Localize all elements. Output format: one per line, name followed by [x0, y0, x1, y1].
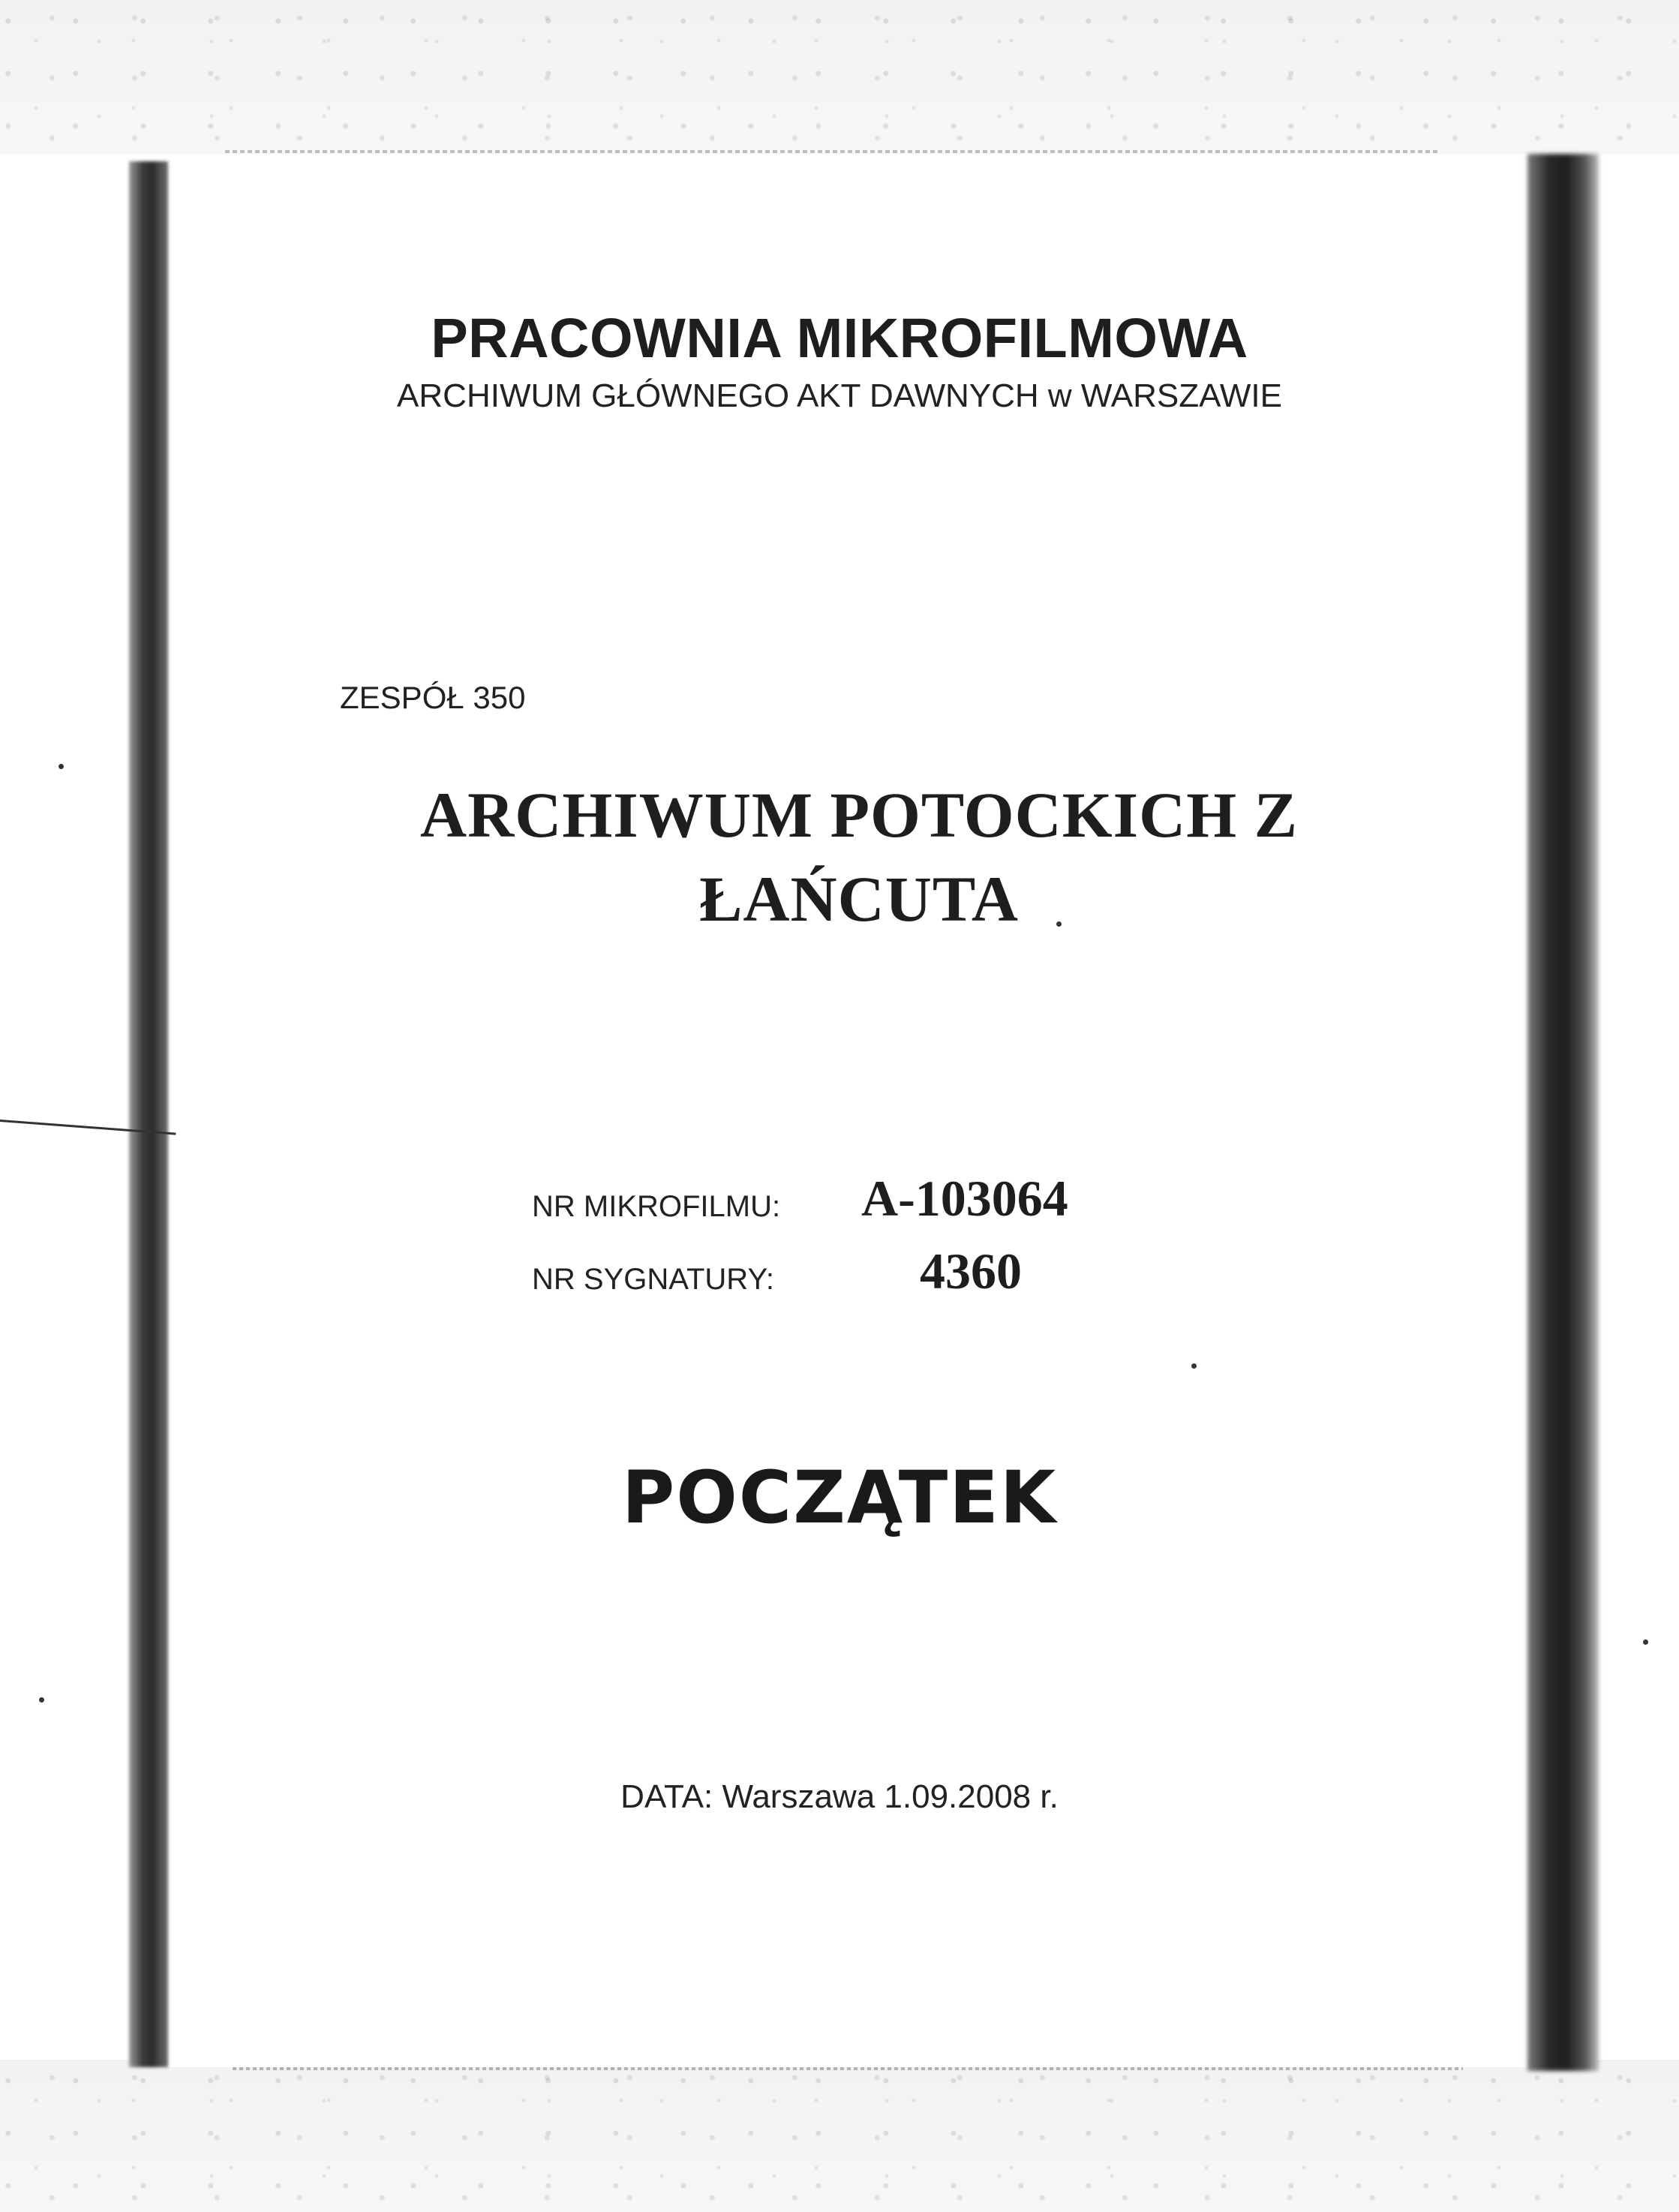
signature-number-label: NR SYGNATURY:: [532, 1263, 775, 1296]
microfilm-number-value: A-103064: [861, 1170, 1068, 1227]
scan-speck: [1643, 1639, 1648, 1645]
sheet-top-edge: [225, 150, 1440, 153]
lab-title: PRACOWNIA MIKROFILMOWA: [431, 307, 1248, 369]
fond-number: ZESPÓŁ 350: [340, 680, 526, 715]
scan-noise-bottom: [0, 2060, 1679, 2212]
sheet-bottom-edge: [233, 2067, 1463, 2070]
scan-speck: [39, 1697, 44, 1703]
scan-noise-top: [0, 0, 1679, 154]
scan-speck: [1191, 1363, 1197, 1369]
start-marker-heading: POCZĄTEK: [621, 1456, 1058, 1540]
scan-speck: [59, 764, 64, 769]
fond-name-line-1: ARCHIWUM POTOCKICH Z: [420, 779, 1298, 851]
date-line: DATA: Warszawa 1.09.2008 r.: [620, 1778, 1059, 1815]
archive-subtitle: ARCHIWUM GŁÓWNEGO AKT DAWNYCH w WARSZAWIE: [397, 377, 1282, 414]
signature-number-value: 4360: [920, 1243, 1022, 1300]
fond-name: [345, 773, 1373, 941]
fond-name-line-2: ŁAŃCUTA: [699, 863, 1019, 935]
microfilm-number-label: NR MIKROFILMU:: [532, 1190, 781, 1223]
